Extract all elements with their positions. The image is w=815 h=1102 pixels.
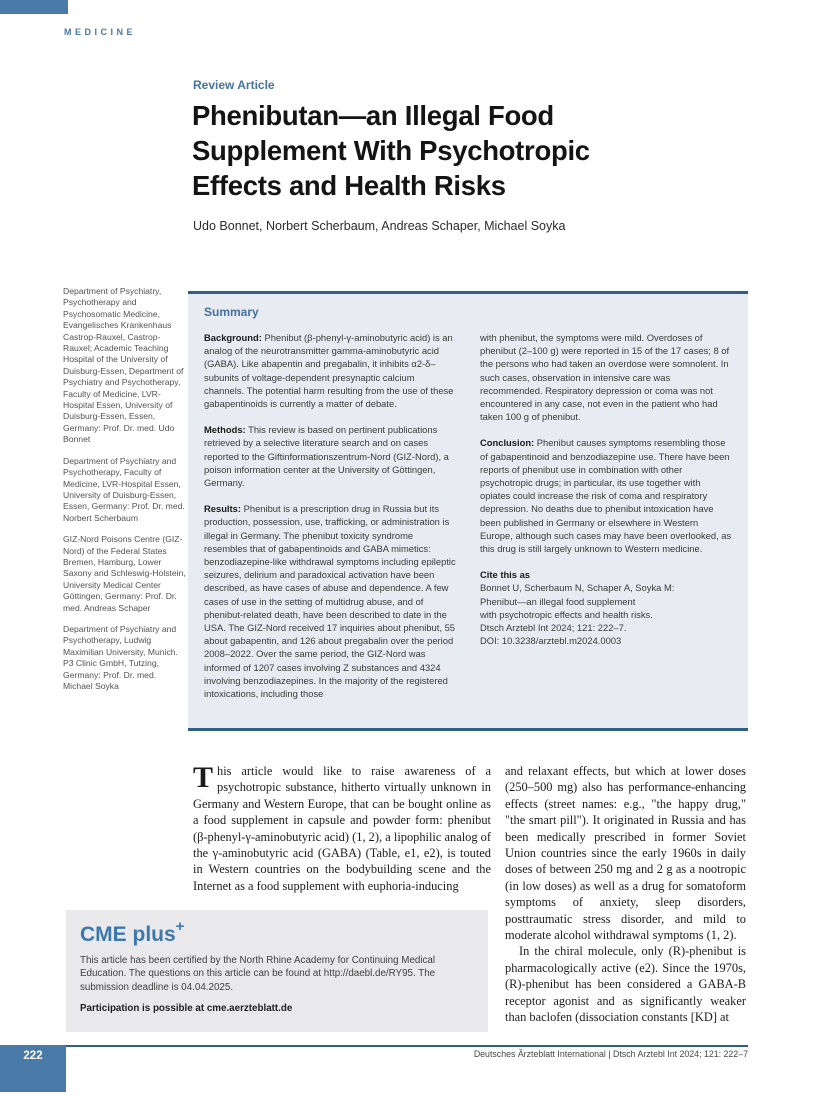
summary-conclusion-text: Phenibut causes symptoms resembling those of gabapentinoid and benzodiazepine use. There have been reports of phenibut use in combination with other psychotropic drugs; in particular, its use together with opiates could increase the risk of coma and respiratory depression. No deaths due to phenibut intoxication have been published in Germany or elsewhere in Western Europe, although such cases may have been overlooked, as this drug is still largely unknown to Western medicine.	[480, 437, 732, 555]
summary-conclusion	[480, 436, 732, 555]
body-paragraph-2: and relaxant effects, but which at lower doses (250–500 mg) also has performance-enhancing effects (street names: e.g., "the happy drug," "the smart pill"). It originated in Russia and has been medically prescribed in former Soviet Union countries since the early 1960s in daily doses of between 250 mg and 2 g as a nootropic (in low doses) as well as a drug for somatoform symptoms of anxiety, sleep disorders, posttraumatic stress disorder, and mild to moderate alcohol withdrawal symptoms (1, 2).	[505, 764, 746, 943]
cite-line: DOI: 10.3238/arztebl.m2024.0003	[480, 635, 622, 647]
cite-line: Phenibut—an illegal food supplement	[480, 595, 636, 607]
body-paragraph-1-text: his article would like to raise awareness of a psychotropic substance, hitherto virtually unknown in Germany and Western Europe, that can be bought online as a food supplement in capsule and powder form: phenibut (β-phenyl-γ-aminobutyric acid) (1, 2), a lipophilic analog of the γ-aminobutyric acid (GABA) (Table, e1, e2), is touted in Western countries on the bodybuilding scene and the Internet as a food supplement with euphoria-inducing	[193, 764, 491, 893]
dropcap-letter: T	[193, 761, 214, 794]
summary-background	[204, 331, 456, 410]
summary-results-text: Phenibut is a prescription drug in Russia but its production, possession, use, trafficking, or administration is illegal in Germany. The phenibut toxicity syndrome resembles that of gabapentinoids and GABA mimetics: benzodiazepine-like withdrawal symptoms including epileptic seizures, delirium and paradoxical activation have been described, as have cases of abuse and dependence. A few cases of use in the setting of multidrug abuse, and of phenibut-related death, have been described to date in the USA. The GIZ-Nord received 17 inquiries about phenibut, 55 about gabapentin, and 126 about pregabalin over the period 2008–2022. Over the same period, the GIZ-Nord was informed of 1207 cases involving Z substances and 4324 involving benzodiazepines. In the majority of the registered intoxications, including those	[204, 503, 456, 700]
affiliations-sidebar	[63, 286, 187, 702]
title-line-3: Effects and Health Risks	[192, 170, 506, 201]
affiliation-entry: Department of Psychiatry and Psychotherapy, Ludwig Maximilian University, Munich. P3 Clinic GmbH, Tutzing, Germany: Prof. Dr. med. Michael Soyka	[63, 623, 178, 691]
footer-divider	[0, 1045, 748, 1047]
summary-background-text: Phenibut (β-phenyl-γ-aminobutyric acid) is an analog of the neurotransmitter gamma-aminobutyric acid (GABA). Like abapentin and pregabalin, it inhibits α2-δ–subunits of voltage-dependent presynaptic calcium channels. The potential harm resulting from the use of these gabapentinoids is currently a matter of debate.	[204, 332, 454, 410]
summary-box	[188, 291, 748, 731]
cme-title	[80, 920, 474, 947]
summary-results-continued: with phenibut, the symptoms were mild. Overdoses of phenibut (2–100 g) were reported in 15 of the 17 cases; 8 of the persons who had taken an overdose were somnolent. In such cases, observation in intensive care was recommended. Respiratory depression or coma was not encountered in any case, not even in the patient who had taken 100 g of phenibut.	[480, 332, 730, 423]
summary-background-label: Background:	[204, 332, 262, 343]
summary-methods-label: Methods:	[204, 424, 246, 436]
body-column-right	[505, 763, 746, 1026]
summary-conclusion-label: Conclusion:	[480, 437, 535, 449]
author-list: Udo Bonnet, Norbert Scherbaum, Andreas Schaper, Michael Soyka	[193, 219, 566, 233]
corner-accent-box	[0, 0, 68, 14]
title-line-1: Phenibutan—an Illegal Food	[192, 100, 554, 131]
cite-line: Bonnet U, Scherbaum N, Schaper A, Soyka M:	[480, 582, 675, 594]
cme-certification-text: This article has been certified by the North Rhine Academy for Continuing Medical Education. The questions on this article can be found at http://daebl.de/RY95. The submission deadline is 04.04.2025.	[80, 955, 436, 993]
cite-line: with psychotropic effects and health risks.	[480, 608, 653, 620]
summary-results	[204, 502, 456, 700]
title-line-2: Supplement With Psychotropic	[192, 135, 590, 166]
cme-plus-icon: +	[175, 918, 185, 935]
body-paragraph-1	[193, 763, 491, 894]
article-title	[192, 98, 672, 203]
body-paragraph-3: In the chiral molecule, only (R)-phenibut is pharmacologically active (e2). Since the 1970s, (R)-phenibut has been considered a GABA-B receptor agonist and as significantly weaker than baclofen (dissociation constants [KD] at	[505, 944, 746, 1025]
summary-columns	[204, 331, 732, 713]
journal-citation-footer: Deutsches Ärzteblatt International | Dtsch Arztebl Int 2024; 121: 222–7	[473, 1049, 748, 1059]
summary-column-right	[480, 331, 732, 713]
cite-heading: Cite this as	[480, 569, 531, 581]
cme-participation-note: Participation is possible at cme.aerzteblatt.de	[80, 1003, 293, 1015]
citation-block	[480, 568, 732, 647]
affiliation-entry: GIZ-Nord Poisons Centre (GIZ-Nord) of the Federal States Bremen, Hamburg, Lower Saxony and Schleswig-Holstein, University Medical Center Göttingen, Germany: Prof. Dr. med. Andreas Schaper	[63, 534, 186, 613]
summary-results-label: Results:	[204, 503, 241, 515]
page-number-badge: 222	[0, 1045, 66, 1092]
summary-methods	[204, 423, 456, 489]
section-label: MEDICINE	[64, 27, 137, 37]
summary-methods-text: This review is based on pertinent publications retrieved by a selective literature search and on cases reported to the Giftinformationszentrum-Nord (GIZ-Nord), a poison information center at the University of Göttingen, Germany.	[204, 424, 449, 489]
body-column-left	[193, 763, 491, 894]
cme-title-text: CME plus	[80, 923, 176, 946]
affiliation-entry: Department of Psychiatry and Psychotherapy, Faculty of Medicine, LVR-Hospital Essen, University of Duisburg-Essen, Essen, Germany: Prof. Dr. med. Norbert Scherbaum	[63, 455, 185, 523]
article-type-kicker: Review Article	[193, 78, 275, 92]
cme-plus-box	[66, 910, 488, 1032]
affiliation-entry: Department of Psychiatry, Psychotherapy and Psychosomatic Medicine, Evangelisches Krankenhaus Castrop-Rauxel, Castrop-Rauxel; Academic Teaching Hospital of the University of Duisburg-Essen, Department of Psychiatry and Psychotherapy, Faculty of Medicine, LVR-Hospital Essen, University of Duisburg-Essen, Essen, Germany: Prof. Dr. med. Udo Bonnet	[63, 286, 184, 445]
summary-column-left	[204, 331, 456, 713]
cite-line: Dtsch Arztebl Int 2024; 121: 222–7.	[480, 622, 627, 634]
summary-heading: Summary	[204, 305, 259, 319]
